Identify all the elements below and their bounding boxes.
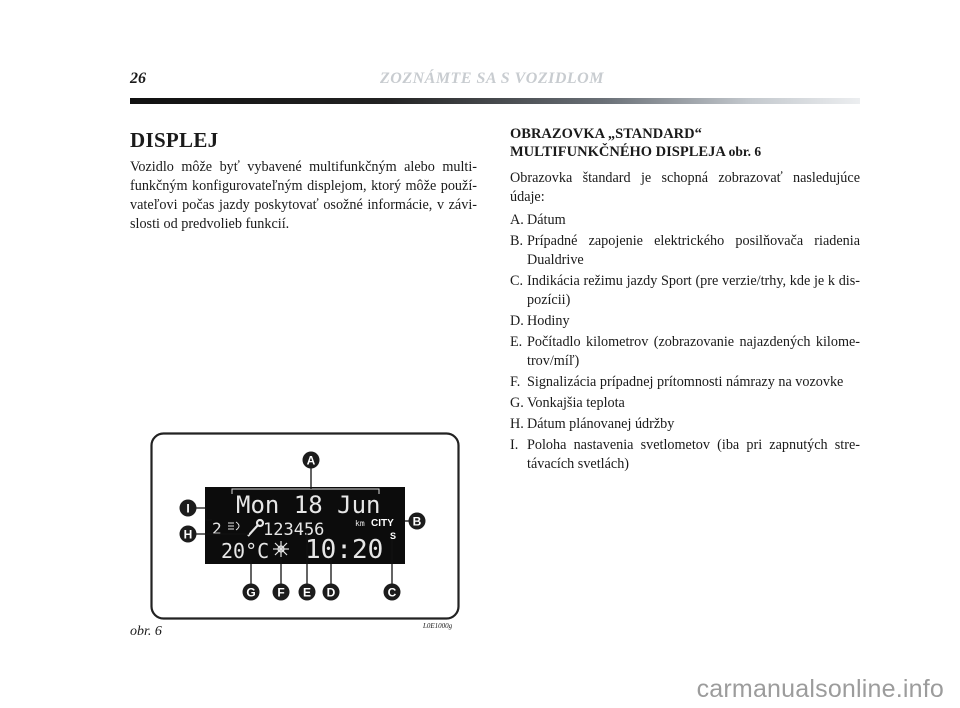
item-text: Indikácia režimu jazdy Sport (pre verzie/trhy, kde je k dis-pozícii) bbox=[527, 273, 860, 308]
screen-heading-ref: obr. 6 bbox=[728, 144, 762, 159]
screen-heading-line1: OBRAZOVKA „STANDARD“ bbox=[510, 126, 702, 142]
item-text: Dátum bbox=[527, 212, 566, 228]
callout-i-label: I bbox=[186, 501, 190, 516]
list-item bbox=[510, 232, 860, 270]
list-item bbox=[510, 394, 860, 413]
item-text: Signalizácia prípadnej prítomnosti námrazy na vozovke bbox=[527, 374, 844, 390]
item-key: D. bbox=[510, 313, 524, 329]
callout-d-label: D bbox=[326, 585, 336, 600]
callout-h-label: H bbox=[183, 527, 193, 542]
item-text: Poloha nastavenia svetlometov (iba pri zapnutých stre-távacích svetlách) bbox=[527, 437, 860, 472]
list-item bbox=[510, 436, 860, 474]
item-key: I. bbox=[510, 437, 519, 453]
frost-icon bbox=[273, 541, 289, 557]
lcd-temperature: 20°C bbox=[221, 539, 270, 563]
item-key: E. bbox=[510, 334, 523, 350]
callout-i bbox=[180, 500, 197, 517]
item-key: F. bbox=[510, 374, 521, 390]
list-item bbox=[510, 415, 860, 434]
item-key: H. bbox=[510, 416, 524, 432]
running-head: ZOZNÁMTE SA S VOZIDLOM bbox=[380, 70, 604, 87]
list-item bbox=[510, 333, 860, 371]
list-item bbox=[510, 211, 860, 230]
callout-e-label: E bbox=[302, 585, 312, 600]
item-key: A. bbox=[510, 212, 524, 228]
figure-code: L0E1000g bbox=[423, 622, 453, 630]
lcd-city: CITY bbox=[371, 518, 394, 529]
callout-b bbox=[409, 513, 426, 530]
list-item bbox=[510, 272, 860, 310]
item-text: Prípadné zapojenie elektrického posilňovača riadenia Dualdrive bbox=[527, 233, 860, 268]
list-item bbox=[510, 312, 860, 331]
item-key: C. bbox=[510, 273, 524, 289]
item-key: B. bbox=[510, 233, 524, 249]
callout-f-label: F bbox=[277, 585, 285, 600]
list-item bbox=[510, 373, 860, 392]
callout-g bbox=[243, 584, 260, 601]
lcd-unit: km bbox=[355, 519, 365, 528]
item-text: Počítadlo kilometrov (zobrazovanie najazdených kilome-trov/míľ) bbox=[527, 334, 860, 369]
item-text: Vonkajšia teplota bbox=[527, 395, 625, 411]
item-text: Hodiny bbox=[527, 313, 570, 329]
item-list bbox=[510, 211, 860, 474]
item-text: Dátum plánovanej údržby bbox=[527, 416, 675, 432]
section-heading: DISPLEJ bbox=[130, 128, 219, 152]
item-key: G. bbox=[510, 395, 524, 411]
screen-heading bbox=[510, 126, 860, 161]
lcd-date: Mon 18 Jun bbox=[236, 491, 381, 519]
callout-d bbox=[323, 584, 340, 601]
screen-heading-line2: MULTIFUNKČNÉHO DISPLEJA bbox=[510, 144, 725, 160]
lcd-sport: S bbox=[390, 531, 397, 541]
callout-e bbox=[299, 584, 316, 601]
callout-g-label: G bbox=[246, 585, 256, 600]
callout-b-label: B bbox=[412, 514, 422, 529]
callout-a-label: A bbox=[306, 453, 316, 468]
right-column bbox=[510, 126, 860, 476]
lead-paragraph: Obrazovka štandard je schopná zobrazovať nasledujúce údaje: bbox=[510, 170, 860, 205]
callout-f bbox=[273, 584, 290, 601]
callout-h bbox=[180, 526, 197, 543]
header-rule bbox=[130, 98, 860, 104]
lcd-headlamp-level: 2 bbox=[212, 519, 222, 538]
display-figure bbox=[150, 432, 460, 620]
figure-caption: obr. 6 bbox=[130, 624, 162, 639]
intro-paragraph: Vozidlo môže byť vybavené multifunkčným alebo multi-funkčným konfigurovateľným displejom, ktorý môže použí-vateľovi počas jazdy poskytovať osožné informácie, v závi-slosti od predvolieb funkcií. bbox=[130, 159, 477, 232]
callout-c bbox=[384, 584, 401, 601]
lcd-odometer: 123456 bbox=[263, 520, 325, 540]
watermark: carmanualsonline.info bbox=[696, 675, 944, 703]
callout-a bbox=[303, 452, 320, 469]
page-number: 26 bbox=[130, 70, 146, 87]
callout-c-label: C bbox=[387, 585, 397, 600]
lcd-clock: 10:20 bbox=[305, 535, 384, 565]
